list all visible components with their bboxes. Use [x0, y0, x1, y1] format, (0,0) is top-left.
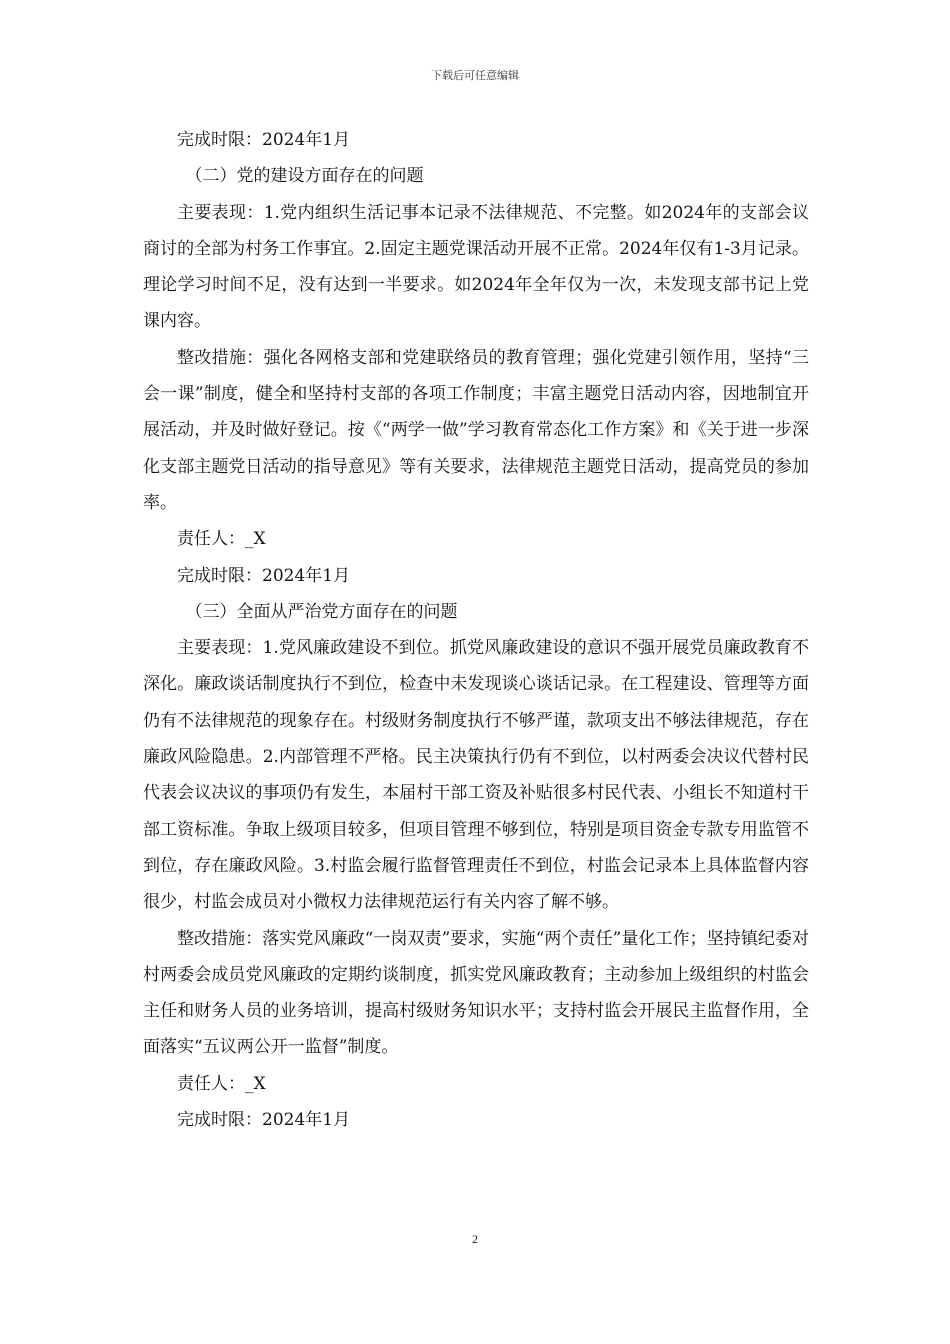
- deadline-line: 完成时限：2024年1月: [177, 130, 351, 150]
- document-body: [143, 122, 809, 1138]
- responsible-person-line: 责任人：_X: [177, 529, 266, 550]
- deadline-line: 完成时限：2024年1月: [177, 565, 351, 586]
- rectification-paragraph: 整改措施：强化各网格支部和党建联络员的教育管理；强化党建引领作用，坚持“三会一课”制度，健全和坚持村支部的各项工作制度；丰富主题党日活动内容，因地制宜开展活动，并及时做好登记。按《“两学一做”学习教育常态化工作方案》和《关于进一步深化支部主题党日活动的指导意见》等有关要求，法律规范主题党日活动，提高党员的参加率。: [143, 347, 809, 513]
- rectification-paragraph: 整改措施：落实党风廉政“一岗双责”要求，实施“两个责任”量化工作；坚持镇纪委对村两委会成员党风廉政的定期约谈制度，抓实党风廉政教育；主动参加上级组织的村监会主任和财务人员的业务培训，提高村级财务知识水平；支持村监会开展民主监督作用，全面落实“五议两公开一监督”制度。: [143, 928, 809, 1058]
- section-heading: （二）党的建设方面存在的问题: [185, 166, 424, 187]
- section-heading: （三）全面从严治党方面存在的问题: [185, 601, 458, 622]
- page-header: 下载后可任意编辑: [431, 69, 519, 82]
- main-issues-paragraph: 主要表现：1.党内组织生活记事本记录不法律规范、不完整。如2024年的支部会议商讨的全部为村务工作事宜。2.固定主题党课活动开展不正常。2024年仅有1-3月记录。理论学习时间不足，没有达到一半要求。如2024年全年仅为一次，未发现支部书记上党课内容。: [143, 202, 809, 332]
- deadline-line: 完成时限：2024年1月: [177, 1110, 351, 1131]
- page-number: 2: [472, 1232, 478, 1246]
- main-issues-paragraph: 主要表现：1.党风廉政建设不到位。抓党风廉政建设的意识不强开展党员廉政教育不深化。廉政谈话制度执行不到位，检查中未发现谈心谈话记录。在工程建设、管理等方面仍有不法律规范的现象存在。村级财务制度执行不够严谨，款项支出不够法律规范，存在廉政风险隐患。2.内部管理不严格。民主决策执行仍有不到位，以村两委会决议代替村民代表会议决议的事项仍有发生，本届村干部工资及补贴很多村民代表、小组长不知道村干部工资标准。争取上级项目较多，但项目管理不够到位，特别是项目资金专款专用监管不到位，存在廉政风险。3.村监会履行监督管理责任不到位，村监会记录本上具体监督内容很少，村监会成员对小微权力法律规范运行有关内容了解不够。: [143, 638, 809, 913]
- responsible-person-line: 责任人：_X: [177, 1073, 266, 1094]
